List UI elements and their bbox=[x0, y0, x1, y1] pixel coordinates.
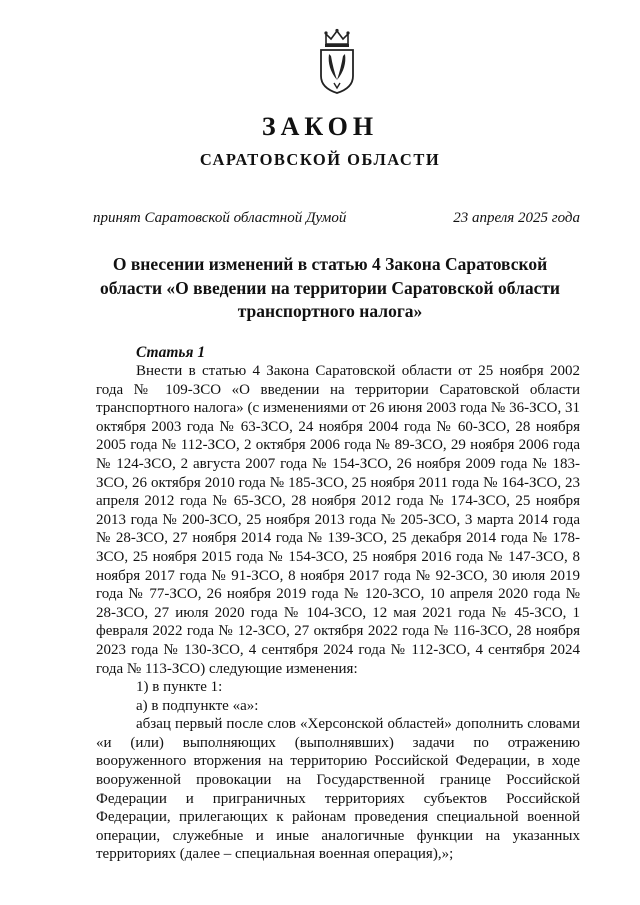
article-title: Статья 1 bbox=[136, 344, 206, 361]
article-paragraph: а) в подпункте «а»: bbox=[136, 697, 259, 714]
region-subtitle: САРАТОВСКОЙ ОБЛАСТИ bbox=[199, 150, 441, 169]
article-paragraph: абзац первый после слов «Херсонской областей» дополнить словами «и (или) выполняющих (выполнявших) задачи по отражению вооруженного вторжения на территорию Российской Федерации, в ходе вооруженной провокации на Государственной границе Российской Федерации и приграничных территориях субъектов Российской Федерации, прилегающих к районам проведения специальной военной операции, служебные и иные аналогичные функции на указанных территориях (далее – специальная военная операция),»; bbox=[96, 716, 580, 863]
law-heading: О внесении изменений в статью 4 Закона Саратовской области «О введении на территории Саратовской области транспортного налога» bbox=[99, 254, 561, 321]
saratov-coat-of-arms-icon bbox=[318, 28, 356, 94]
adoption-date: 23 апреля 2025 года bbox=[453, 210, 580, 226]
article-body bbox=[96, 362, 580, 864]
document-type-title: ЗАКОН bbox=[261, 112, 379, 141]
article-paragraph: Внести в статью 4 Закона Саратовской области от 25 ноября 2002 года № 109-ЗСО «О введении на территории Саратовской области транспортного налога» (с изменениями от 26 июня 2003 года № 36-ЗСО, 31 октября 2003 года № 63-ЗСО, 24 ноября 2004 года № 60-ЗСО, 28 ноября 2005 года № 112-ЗСО, 2 октября 2006 года № 89-ЗСО, 29 ноября 2006 года № 124-ЗСО, 2 августа 2007 года № 154-ЗСО, 26 ноября 2009 года № 183-ЗСО, 26 октября 2010 года № 185-ЗСО, 25 ноября 2011 года № 164-ЗСО, 23 апреля 2012 года № 65-ЗСО, 28 ноября 2012 года № 174-ЗСО, 25 ноября 2013 года № 200-ЗСО, 25 ноября 2013 года № 205-ЗСО, 3 марта 2014 года № 28-ЗСО, 27 ноября 2014 года № 139-ЗСО, 25 декабря 2014 года № 178-ЗСО, 25 ноября 2015 года № 154-ЗСО, 25 ноября 2016 года № 147-ЗСО, 8 ноября 2017 года № 91-ЗСО, 8 ноября 2017 года № 92-ЗСО, 30 июля 2019 года № 77-ЗСО, 26 ноября 2019 года № 120-ЗСО, 10 апреля 2020 года № 28-ЗСО, 27 июля 2020 года № 104-ЗСО, 12 мая 2021 года № 45-ЗСО, 1 февраля 2022 года № 12-ЗСО, 27 октября 2022 года № 116-ЗСО, 28 ноября 2023 года № 130-ЗСО, 4 сентября 2024 года № 112-ЗСО, 4 сентября 2024 года № 113-ЗСО) следующие изменения: bbox=[96, 363, 580, 677]
adopted-by: принят Саратовской областной Думой bbox=[93, 210, 347, 226]
article-paragraph: 1) в пункте 1: bbox=[136, 679, 223, 696]
